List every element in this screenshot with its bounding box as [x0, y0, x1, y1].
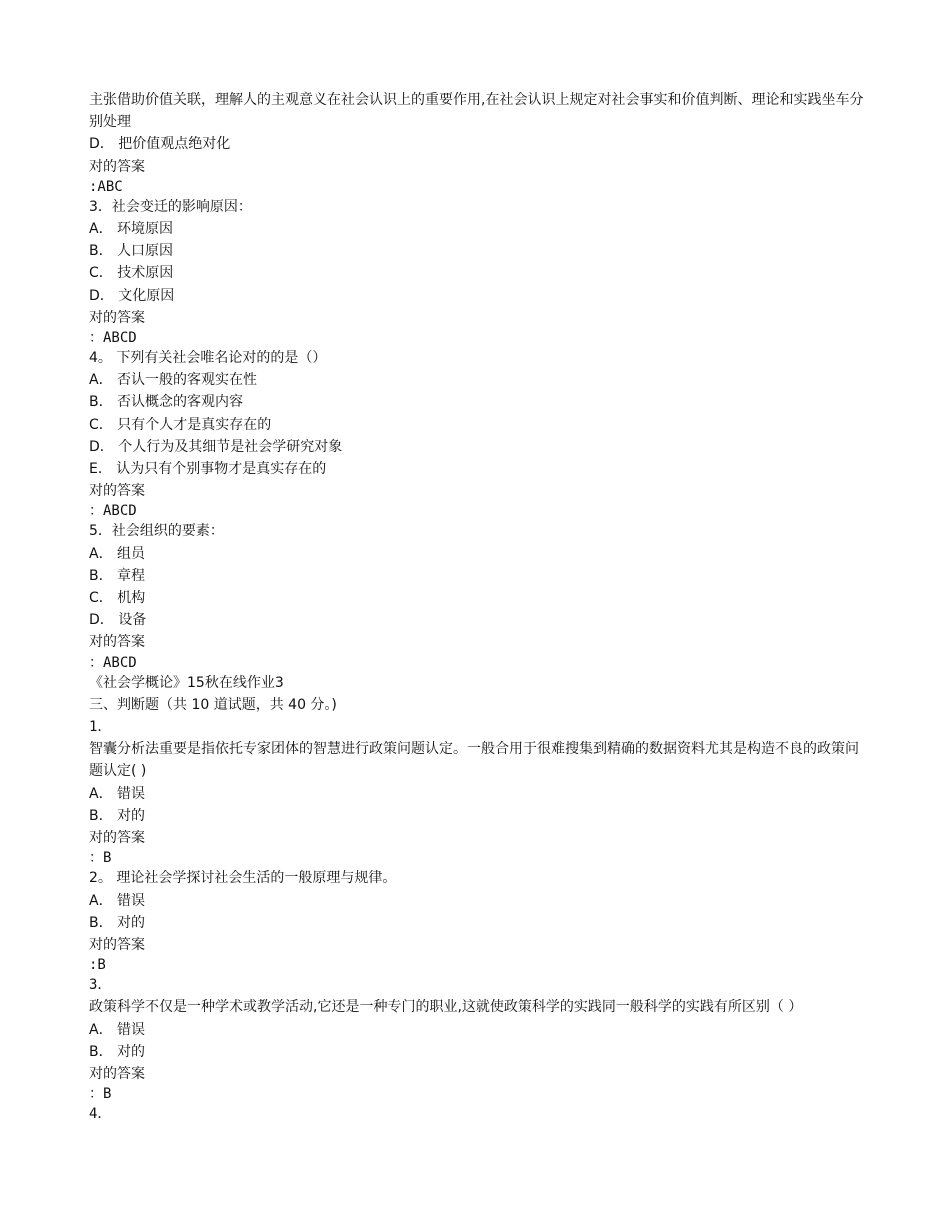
text-line: B． 对的	[89, 807, 146, 824]
text-line: 对的答案	[89, 936, 145, 953]
text-line: 三、判断题（共 10 道试题，共 40 分。)	[89, 696, 337, 713]
text-line: 主张借助价值关联，理解人的主观意义在社会认识上的重要作用,在社会认识上规定对社会事实和价值判断、理论和实践坐车分别处理	[89, 92, 864, 131]
text-line: B． 对的	[89, 1043, 146, 1060]
text-line: 4．	[89, 1106, 112, 1123]
text-line: 政策科学不仅是一种学术或教学活动,它还是一种专门的职业,这就使政策科学的实践同一般科学的实践有所区别（ ）	[89, 999, 803, 1016]
text-line: D． 文化原因	[89, 287, 175, 304]
document-page	[89, 89, 869, 1125]
text-line: 3．	[89, 977, 112, 994]
text-line: ：ABCD	[89, 654, 137, 671]
text-line: A． 错误	[89, 892, 146, 909]
text-line: A． 环境原因	[89, 221, 174, 238]
text-line: 《社会学概论》15秋在线作业3	[89, 674, 284, 691]
text-line: A． 错误	[89, 785, 146, 802]
text-line: D． 个人行为及其细节是社会学研究对象	[89, 438, 343, 455]
text-line: 2。 理论社会学探讨社会生活的一般原理与规律。	[89, 870, 397, 887]
text-line: 对的答案	[89, 158, 145, 175]
text-line: B． 章程	[89, 567, 146, 584]
text-line: 5．社会组织的要素：	[89, 523, 224, 540]
text-line: D． 把价值观点绝对化	[89, 136, 231, 153]
text-line: 1．	[89, 719, 112, 736]
text-line: ：B	[89, 1086, 112, 1103]
text-line: D． 设备	[89, 612, 147, 629]
text-line: 对的答案	[89, 634, 145, 651]
text-line: A． 否认一般的客观实在性	[89, 372, 258, 389]
text-line: :ABC	[89, 178, 123, 195]
text-line: ：ABCD	[89, 330, 137, 347]
text-line: C． 机构	[89, 590, 146, 607]
text-line: B． 否认概念的客观内容	[89, 394, 244, 411]
text-line: 对的答案	[89, 1065, 145, 1082]
text-line: C． 只有个人才是真实存在的	[89, 416, 272, 433]
text-line: C． 技术原因	[89, 265, 174, 282]
text-line: ：B	[89, 850, 112, 867]
text-line: A． 组员	[89, 545, 146, 562]
text-line: :B	[89, 957, 106, 974]
text-line: A． 错误	[89, 1021, 146, 1038]
text-line: 3．社会变迁的影响原因：	[89, 198, 252, 215]
text-line: B． 对的	[89, 914, 146, 931]
text-line: 对的答案	[89, 483, 145, 500]
text-line: ：ABCD	[89, 503, 137, 520]
text-line: 对的答案	[89, 309, 145, 326]
text-line: B． 人口原因	[89, 243, 174, 260]
text-line: E． 认为只有个别事物才是真实存在的	[89, 461, 327, 478]
text-line: 智囊分析法重要是指依托专家团体的智慧进行政策问题认定。一般合用于很难搜集到精确的数据资料尤其是构造不良的政策问题认定( )	[89, 741, 859, 780]
text-line: 对的答案	[89, 830, 145, 847]
text-line: 4。 下列有关社会唯名论对的的是（）	[89, 350, 327, 367]
